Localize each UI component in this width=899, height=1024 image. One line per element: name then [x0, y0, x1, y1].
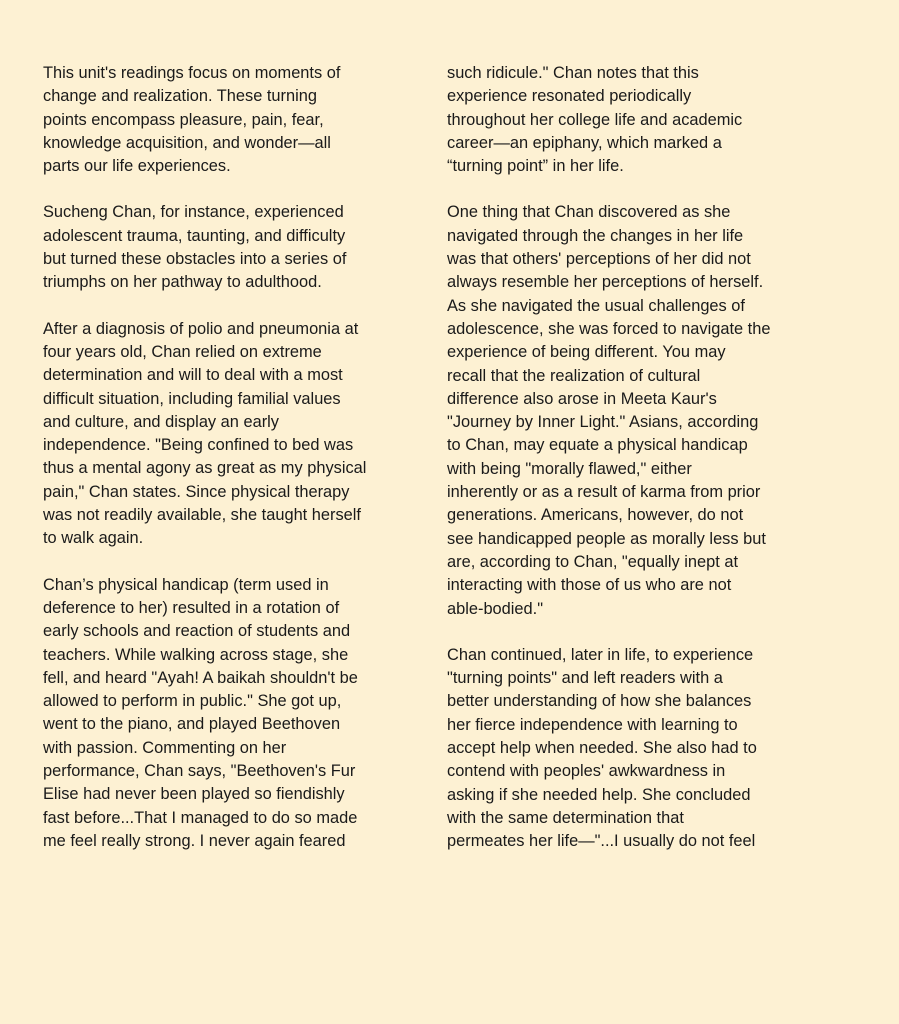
text-line: contend with peoples' awkwardness in — [447, 762, 726, 781]
text-line: Chan’s physical handicap (term used in — [43, 575, 329, 594]
text-line: was not readily available, she taught herself — [43, 506, 361, 525]
text-line: but turned these obstacles into a series of — [43, 250, 347, 269]
text-line: to walk again. — [43, 529, 144, 548]
text-line: early schools and reaction of students and — [43, 622, 351, 641]
text-line: with being "morally flawed," either — [447, 459, 692, 478]
text-line: triumphs on her pathway to adulthood. — [43, 273, 322, 292]
text-line: One thing that Chan discovered as she — [447, 203, 731, 222]
text-line: with the same determination that — [447, 808, 684, 827]
text-line: determination and will to deal with a most — [43, 366, 343, 385]
text-line: difficult situation, including familial values — [43, 389, 341, 408]
text-line: accept help when needed. She also had to — [447, 739, 757, 758]
text-line: thus a mental agony as great as my physical — [43, 459, 367, 478]
text-line: with passion. Commenting on her — [43, 738, 287, 757]
text-line: This unit's readings focus on moments of — [43, 64, 341, 82]
text-line: career—an epiphany, which marked a — [447, 133, 722, 152]
text-line: adolescence, she was forced to navigate the — [447, 319, 771, 338]
text-line: her fierce independence with learning to — [447, 715, 738, 734]
paragraph — [43, 62, 399, 178]
text-line: fell, and heard "Ayah! A baikah shouldn't be — [43, 668, 358, 687]
right-column — [447, 62, 807, 877]
text-line: better understanding of how she balances — [447, 692, 752, 711]
text-line: and culture, and display an early — [43, 412, 279, 431]
text-line: experience of being different. You may — [447, 343, 726, 362]
text-line: was that others' perceptions of her did not — [447, 250, 751, 269]
text-line: Chan continued, later in life, to experience — [447, 645, 754, 664]
text-line: asking if she needed help. She concluded — [447, 785, 751, 804]
text-line: As she navigated the usual challenges of — [447, 296, 745, 315]
text-line: "Journey by Inner Light." Asians, according — [447, 413, 759, 432]
text-line: "turning points" and left readers with a — [447, 669, 723, 688]
text-line: recall that the realization of cultural — [447, 366, 701, 385]
text-line: parts our life experiences. — [43, 157, 231, 176]
text-line: Sucheng Chan, for instance, experienced — [43, 203, 344, 222]
text-line: see handicapped people as morally less but — [447, 529, 766, 548]
text-line: interacting with those of us who are not — [447, 576, 732, 595]
text-line: “turning point” in her life. — [447, 157, 624, 176]
text-line: inherently or as a result of karma from prior — [447, 483, 761, 502]
text-line: knowledge acquisition, and wonder—all — [43, 133, 331, 152]
paragraph — [43, 201, 399, 294]
text-line: allowed to perform in public." She got up, — [43, 692, 342, 711]
text-line: such ridicule." Chan notes that this — [447, 64, 699, 82]
text-line: pain," Chan states. Since physical therapy — [43, 482, 350, 501]
paragraph — [447, 201, 807, 620]
text-line: navigated through the changes in her life — [447, 226, 744, 245]
text-line: able-bodied." — [447, 599, 544, 618]
text-line: are, according to Chan, "equally inept at — [447, 552, 739, 571]
text-line: points encompass pleasure, pain, fear, — [43, 110, 324, 129]
paragraph — [43, 318, 399, 551]
text-line: to Chan, may equate a physical handicap — [447, 436, 748, 455]
text-line: me feel really strong. I never again feared — [43, 831, 346, 850]
text-line: Elise had never been played so fiendishly — [43, 785, 345, 804]
text-line: adolescent trauma, taunting, and difficulty — [43, 226, 346, 245]
text-line: performance, Chan says, "Beethoven's Fur — [43, 762, 356, 781]
text-line: always resemble her perceptions of herself. — [447, 273, 764, 292]
text-line: deference to her) resulted in a rotation of — [43, 598, 340, 617]
text-line: After a diagnosis of polio and pneumonia at — [43, 319, 359, 338]
paragraph — [447, 62, 807, 178]
text-line: went to the piano, and played Beethoven — [43, 715, 341, 734]
text-line: independence. "Being confined to bed was — [43, 436, 354, 455]
text-line: generations. Americans, however, do not — [447, 506, 744, 525]
text-line: permeates her life—"...I usually do not feel — [447, 832, 756, 851]
text-line: throughout her college life and academic — [447, 110, 743, 129]
text-line: fast before...That I managed to do so made — [43, 808, 358, 827]
left-column — [43, 62, 399, 876]
text-line: experience resonated periodically — [447, 87, 692, 106]
text-line: teachers. While walking across stage, she — [43, 645, 349, 664]
text-line: difference also arose in Meeta Kaur's — [447, 389, 717, 408]
text-line: four years old, Chan relied on extreme — [43, 342, 322, 361]
paragraph — [43, 574, 399, 854]
text-line: change and realization. These turning — [43, 87, 317, 106]
paragraph — [447, 644, 807, 854]
